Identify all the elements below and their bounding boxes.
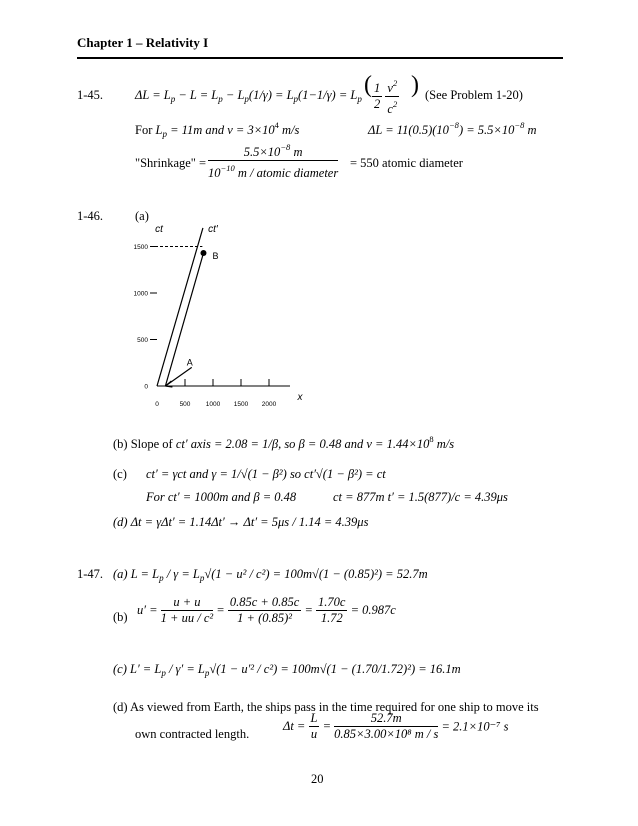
see-problem-note: (See Problem 1-20) [425,88,523,102]
paren-open: ( [364,72,372,98]
ct-prime-axis-label: ct′ [208,224,218,235]
frac-L-u [309,711,320,742]
eq-part: (1−1/γ) = L [298,88,358,102]
eq-1-47-b [137,595,396,626]
frac-den: 1 + uu / c² [160,611,214,625]
eq-1-45-line2 [135,120,299,139]
frac-num: 1.70c [318,595,346,609]
eq-1-47-a [113,567,428,583]
exp: −8 [448,120,459,130]
frac-num: 52.7m [334,711,438,727]
frac-num: 0.85c + 0.85c [229,595,300,609]
c-rest: / γ′ = L [165,662,205,676]
exp: −8 [280,142,291,152]
spacetime-diagram [120,220,320,415]
frac-2 [228,595,302,626]
frac-den: 1 + (0.85)² [237,611,293,625]
y-tick-label: 1500 [133,244,148,251]
exp: 8 [429,434,434,444]
shrinkage-result: = 550 atomic diameter [350,156,463,170]
unit: m/s [278,123,300,137]
label-b: B [212,251,219,262]
c-rest2: √(1 − u′² / c²) = 100m√(1 − (1.70/1.72)²) = 16.1m [209,662,461,676]
unit: m [290,145,303,159]
eq-1-46-d: (d) Δt = γΔt′ = 1.14Δt′ → Δt′ = 5μs / 1.14 = 4.39μs [113,515,369,529]
unit: m / atomic diameter [234,166,339,180]
eq-1-46-c2b: ct = 877m t′ = 1.5(877)/c = 4.39μs [333,490,508,504]
num: 5.5×10 [243,145,281,159]
eq-1-47-d-line2: own contracted length. [135,727,250,741]
x-axis-label: x [297,392,303,403]
for: For [135,123,156,137]
frac-num: L [310,711,318,725]
b-rest: axis = 2.08 = 1/β, so β = 0.48 and v = 1.44×10 [187,437,430,451]
unit: m [524,123,537,137]
frac-half-v2c2 [372,76,399,117]
c-text: (c) L′ = L [113,662,162,676]
eq-1-46-c1: ct′ = γct and γ = 1/√(1 − β²) so ct′√(1 − β²) = ct [146,467,386,481]
y-axis-label: ct [155,224,163,235]
deltaL: ΔL = 11(0.5)(10 [368,123,449,137]
problem-number-1-47: 1-47. [77,567,104,581]
v: v [387,81,393,95]
paren-close: ) [411,72,419,98]
eq-part: ΔL = L [135,88,171,102]
eq-1-46-b [113,434,454,452]
eq-1-47-d-formula [283,711,509,742]
c: c [387,102,393,116]
eq-part: − L = L [175,88,219,102]
frac-v2-c2 [385,76,399,117]
result: = 0.987c [350,603,396,617]
shrink-den [208,161,338,181]
sq: 2 [392,78,398,88]
frac-num [385,76,399,97]
frac-den: 0.85×3.00×10⁸ m / s [334,727,439,741]
x-tick-label: 500 [179,401,191,408]
sub-p: p [161,668,166,678]
unit: m/s [433,437,455,451]
x-tick-label: 1000 [205,401,221,408]
shrinkage-label: "Shrinkage" = [135,156,207,170]
series-line-0 [157,228,203,386]
sub-p: p [244,94,249,104]
problem-number-1-45: 1-45. [77,88,104,102]
sub-p: p [162,129,167,139]
u-prime: u′ = [137,603,158,617]
frac-den: 2 [374,97,381,111]
result: = 2.1×10⁻⁷ s [441,719,509,734]
frac-den: 1.72 [320,611,343,625]
a-rest: / γ = L [163,567,200,581]
y-tick-label: 1000 [133,290,148,298]
eq-1-46-c2a: For ct′ = 1000m and β = 0.48 [146,490,297,504]
point-b [200,250,206,256]
part-b-label: (b) [113,610,128,624]
L: L [155,123,163,137]
sub-p: p [204,668,210,678]
a-text: (a) L = L [113,567,160,581]
eq: = [304,603,313,617]
x-tick-label: 1500 [233,401,249,408]
eq: = [216,603,225,617]
frac-num: u + u [161,595,213,611]
frac-den [385,97,399,117]
a-rest2: √(1 − u² / c²) = 100m√(1 − (0.85)²) = 52.7m [204,567,428,581]
sub-p: p [170,94,176,104]
frac-1 [161,595,213,626]
ct-prime: ct′ [175,437,188,451]
eq-part: (1/γ) = L [248,88,294,102]
y-tick-label: 0 [144,383,148,391]
sq: 2 [392,99,398,109]
eq-1-45-deltaL [368,120,537,138]
eq-1-47-d-line1: (d) As viewed from Earth, the ships pass in the time required for one ship to move its [113,700,539,714]
den: 10 [208,166,221,180]
sub-p: p [293,94,299,104]
frac-den: u [310,727,318,741]
exp: 4 [274,120,279,130]
eq: ) = 5.5×10 [458,123,515,137]
sub-p: p [199,573,205,583]
x-tick-label: 2000 [261,401,277,408]
part-a-label: (a) [135,209,149,223]
x-tick-label: 0 [155,401,159,408]
y-tick-label: 500 [137,337,148,344]
series-line-1 [165,253,203,386]
header-rule [77,57,563,59]
given: = 11m and v = 3×10 [166,123,275,137]
eq-1-45-main [135,88,362,104]
part-c-label: (c) [113,467,127,481]
label-a: A [186,357,193,368]
frac-half [372,81,382,112]
b-text: (b) Slope of [113,437,176,451]
eq-part: − L [222,88,245,102]
page-number: 20 [311,772,324,786]
eq-1-47-c [113,662,461,678]
dt: Δt = [283,719,306,733]
shrink-frac [208,140,338,181]
exp: −8 [514,120,525,130]
sub-p: p [357,94,362,104]
frac-3 [316,595,347,626]
shrinkage-frac [208,140,338,181]
sub-p: p [159,573,164,583]
exp: −10 [220,163,235,173]
shrink-num [208,140,338,161]
chapter-header: Chapter 1 – Relativity I [77,35,209,50]
eq: = [322,719,332,733]
problem-number-1-46: 1-46. [77,209,104,223]
frac-time [334,711,438,742]
sub-p: p [218,94,223,104]
frac-num: 1 [374,81,381,95]
